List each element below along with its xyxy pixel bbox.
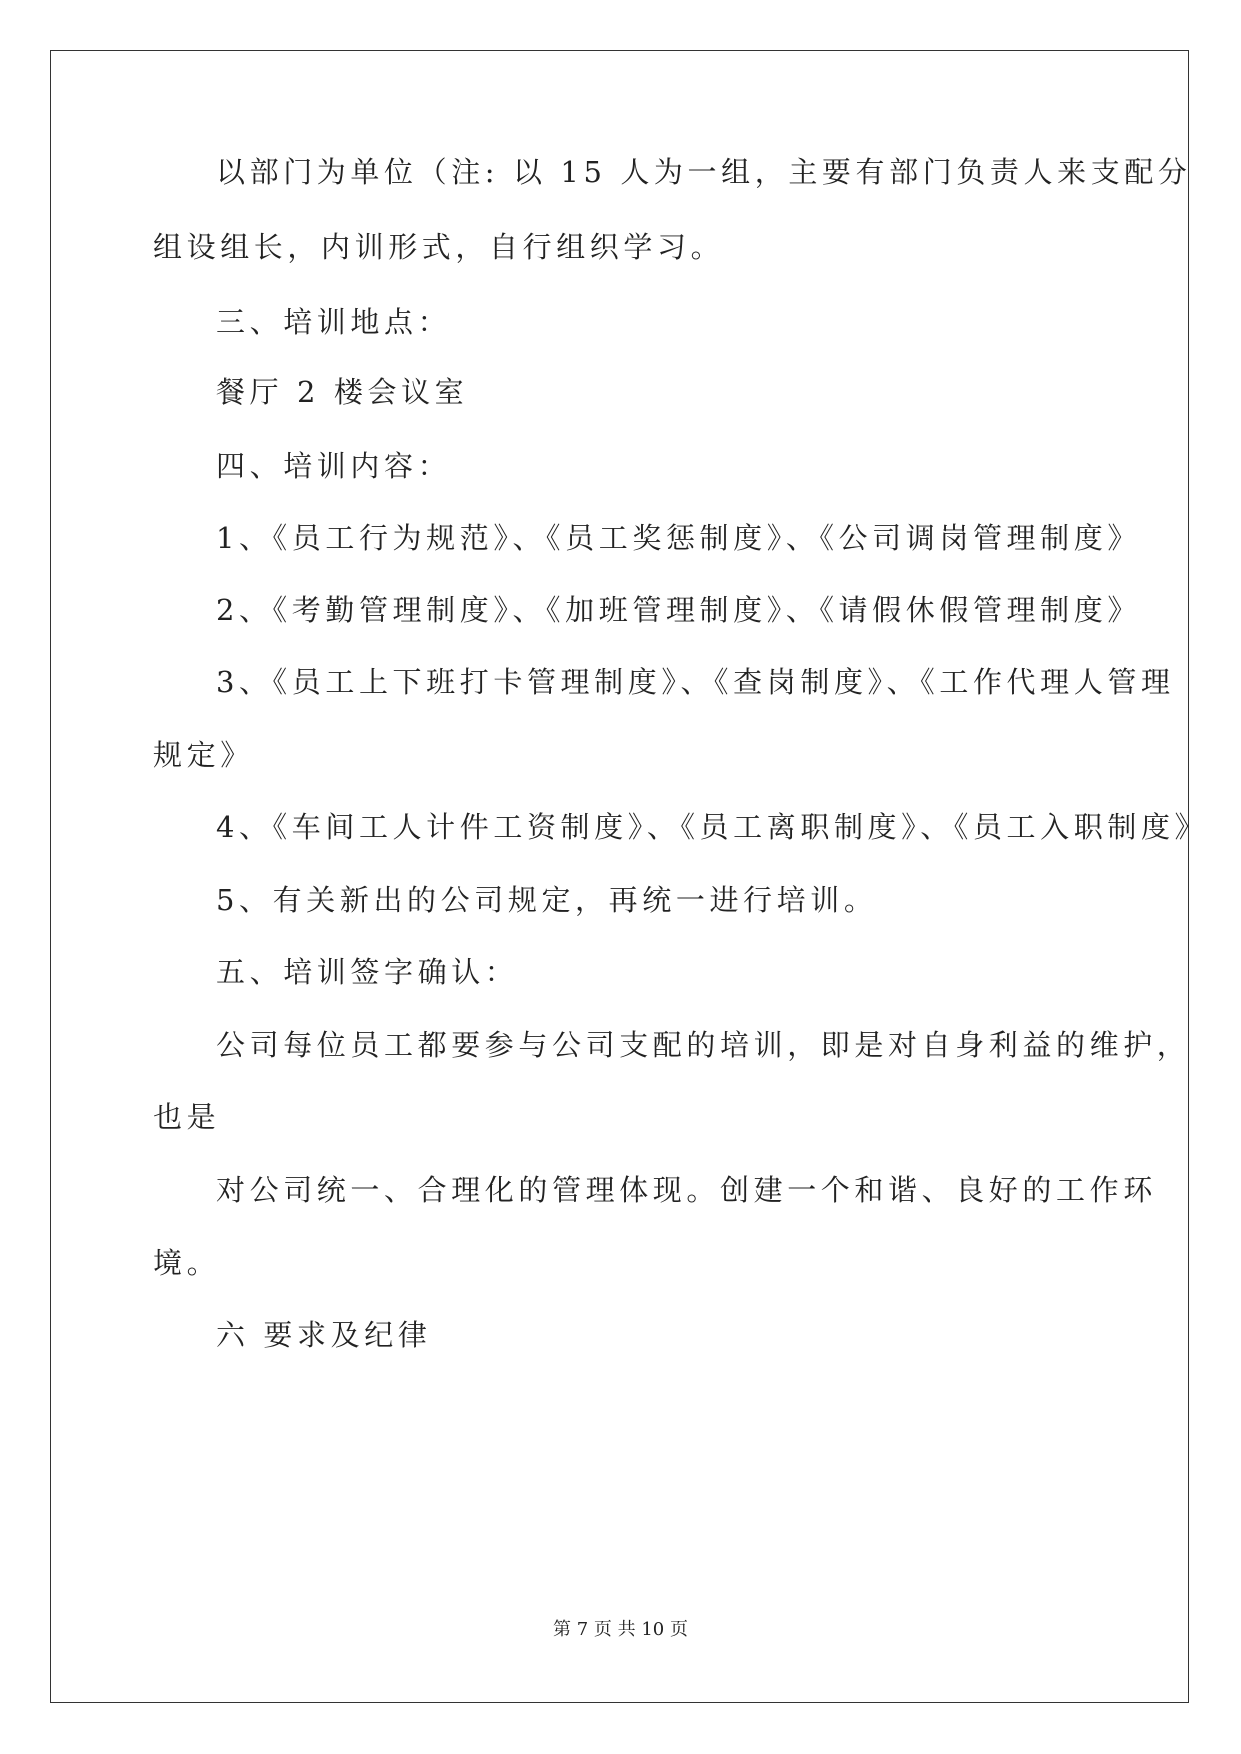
- paragraph-line: 也是: [153, 1100, 221, 1134]
- list-item: 4、《车间工人计件工资制度》、《员工离职制度》、《员工入职制度》: [216, 810, 1209, 844]
- page-number: 第 7 页 共 10 页: [553, 1619, 688, 1640]
- list-item-continuation: 规定》: [153, 738, 254, 772]
- section-heading: 五、培训签字确认：: [216, 955, 519, 989]
- paragraph-line: 境。: [153, 1246, 221, 1280]
- paragraph-line: 对公司统一、合理化的管理体现。创建一个和谐、良好的工作环: [216, 1173, 1157, 1207]
- list-item: 2、《考勤管理制度》、《加班管理制度》、《请假休假管理制度》: [216, 593, 1141, 627]
- paragraph-line: 公司每位员工都要参与公司支配的培训，即是对自身利益的维护，: [216, 1028, 1191, 1062]
- paragraph-line: 以部门为单位（注: 以 15 人为一组，主要有部门负责人来支配分: [216, 155, 1192, 189]
- list-item: 3、《员工上下班打卡管理制度》、《查岗制度》、《工作代理人管理: [216, 665, 1175, 699]
- page-border: [50, 50, 1189, 1703]
- section-heading: 四、培训内容：: [216, 449, 452, 483]
- section-heading: 六 要求及纪律: [216, 1318, 432, 1352]
- list-item: 5、有关新出的公司规定，再统一进行培训。: [216, 883, 878, 917]
- list-item: 1、《员工行为规范》、《员工奖惩制度》、《公司调岗管理制度》: [216, 521, 1141, 555]
- paragraph-line: 餐厅 2 楼会议室: [216, 375, 469, 409]
- paragraph-line: 组设组长，内训形式，自行组织学习。: [153, 230, 725, 264]
- section-heading: 三、培训地点：: [216, 305, 452, 339]
